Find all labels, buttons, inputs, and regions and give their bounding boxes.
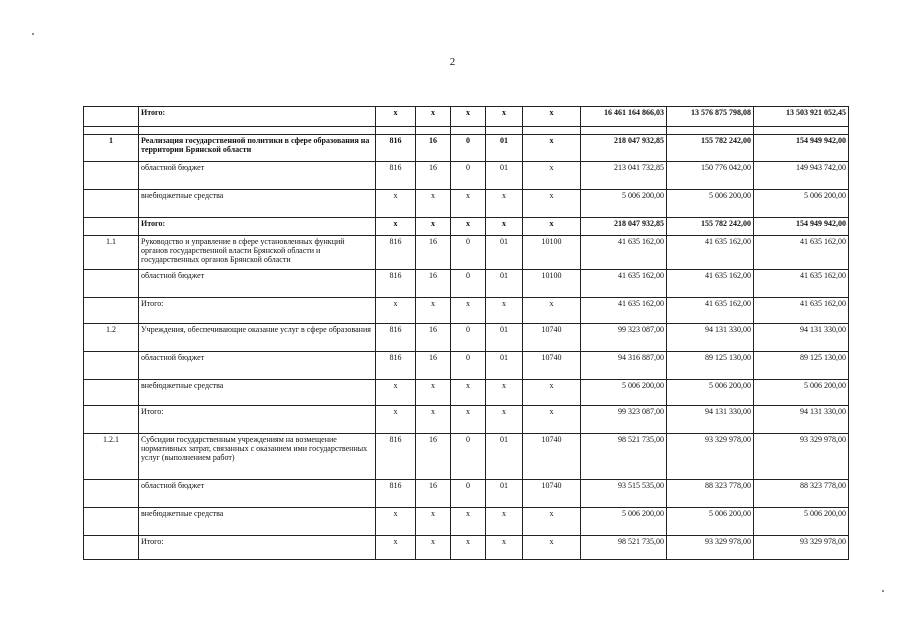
cell-amount-year-3: 154 949 942,00 xyxy=(754,218,849,236)
table-row xyxy=(84,107,849,127)
cell-row-number: 1 xyxy=(84,135,139,162)
cell-item-name: Учреждения, обеспечивающие оказание услуг в сфере образования xyxy=(139,324,376,352)
cell-code-subprogram: 0 xyxy=(451,135,486,162)
cell-amount-year-2: 5 006 200,00 xyxy=(667,190,754,218)
cell-amount-year-1: 5 006 200,00 xyxy=(581,380,667,406)
cell-code-activity: x xyxy=(486,380,523,406)
cell-row-number xyxy=(84,480,139,508)
cell-amount-year-2: 5 006 200,00 xyxy=(667,380,754,406)
cell-code-subprogram: 0 xyxy=(451,270,486,298)
cell-code-activity: 01 xyxy=(486,135,523,162)
cell-row-number xyxy=(84,380,139,406)
cell-code-subprogram: 0 xyxy=(451,324,486,352)
cell-code-gr: 816 xyxy=(376,270,416,298)
cell-code-activity: x xyxy=(486,190,523,218)
cell-code-program: x xyxy=(416,298,451,324)
cell-row-number xyxy=(84,270,139,298)
cell-amount-year-1: 93 515 535,00 xyxy=(581,480,667,508)
cell-item-name: областной бюджет xyxy=(139,352,376,380)
cell-amount-year-1: 5 006 200,00 xyxy=(581,508,667,536)
cell-code-direction: 10740 xyxy=(523,480,581,508)
cell-code-subprogram: x xyxy=(451,298,486,324)
cell-amount-year-3: 41 635 162,00 xyxy=(754,236,849,270)
cell-code-direction: 10740 xyxy=(523,434,581,480)
cell-code-program: x xyxy=(416,380,451,406)
cell-amount-year-2: 5 006 200,00 xyxy=(667,508,754,536)
cell-amount-year-1: 98 521 735,00 xyxy=(581,434,667,480)
cell-code-gr: x xyxy=(376,380,416,406)
cell-row-number xyxy=(84,298,139,324)
cell-code-activity: x xyxy=(486,298,523,324)
cell-code-program xyxy=(416,127,451,135)
cell-code-program: 16 xyxy=(416,135,451,162)
cell-amount-year-2: 41 635 162,00 xyxy=(667,298,754,324)
cell-code-activity: 01 xyxy=(486,324,523,352)
cell-amount-year-1: 99 323 087,00 xyxy=(581,324,667,352)
cell-code-direction: 10740 xyxy=(523,324,581,352)
cell-amount-year-3: 94 131 330,00 xyxy=(754,324,849,352)
cell-code-direction: x xyxy=(523,190,581,218)
cell-code-gr: x xyxy=(376,508,416,536)
cell-amount-year-2: 93 329 978,00 xyxy=(667,434,754,480)
table-row xyxy=(84,190,849,218)
cell-row-number xyxy=(84,536,139,560)
cell-code-gr xyxy=(376,127,416,135)
cell-code-activity: x xyxy=(486,536,523,560)
cell-code-program: 16 xyxy=(416,270,451,298)
cell-code-subprogram: x xyxy=(451,107,486,127)
table-row xyxy=(84,135,849,162)
cell-code-direction: x xyxy=(523,406,581,434)
cell-code-gr: 816 xyxy=(376,236,416,270)
cell-code-subprogram: 0 xyxy=(451,352,486,380)
cell-item-name: Итого: xyxy=(139,406,376,434)
cell-code-gr: x xyxy=(376,218,416,236)
cell-code-subprogram: x xyxy=(451,508,486,536)
cell-code-gr: 816 xyxy=(376,324,416,352)
cell-amount-year-3: 13 503 921 052,45 xyxy=(754,107,849,127)
cell-item-name: внебюджетные средства xyxy=(139,380,376,406)
cell-amount-year-3: 149 943 742,00 xyxy=(754,162,849,190)
cell-amount-year-3: 93 329 978,00 xyxy=(754,434,849,480)
page-number: 2 xyxy=(449,56,456,68)
cell-item-name: Итого: xyxy=(139,536,376,560)
cell-code-program: x xyxy=(416,536,451,560)
cell-code-direction: 10740 xyxy=(523,352,581,380)
cell-amount-year-2: 13 576 875 798,08 xyxy=(667,107,754,127)
cell-code-subprogram: x xyxy=(451,380,486,406)
cell-item-name: внебюджетные средства xyxy=(139,190,376,218)
cell-code-subprogram: 0 xyxy=(451,480,486,508)
cell-amount-year-1 xyxy=(581,127,667,135)
table-row xyxy=(84,218,849,236)
cell-code-direction: x xyxy=(523,298,581,324)
cell-item-name: внебюджетные средства xyxy=(139,508,376,536)
cell-amount-year-2: 88 323 778,00 xyxy=(667,480,754,508)
cell-item-name: Итого: xyxy=(139,298,376,324)
cell-amount-year-1: 41 635 162,00 xyxy=(581,236,667,270)
cell-amount-year-3: 5 006 200,00 xyxy=(754,190,849,218)
cell-amount-year-1: 99 323 087,00 xyxy=(581,406,667,434)
cell-row-number: 1.2 xyxy=(84,324,139,352)
cell-code-direction: 10100 xyxy=(523,270,581,298)
cell-amount-year-1: 94 316 887,00 xyxy=(581,352,667,380)
cell-code-direction: x xyxy=(523,107,581,127)
cell-code-activity: x xyxy=(486,218,523,236)
table-row xyxy=(84,434,849,480)
cell-item-name: Реализация государственной политики в сфере образования на территории Брянской области xyxy=(139,135,376,162)
cell-code-activity: x xyxy=(486,406,523,434)
table-row xyxy=(84,352,849,380)
cell-code-program: 16 xyxy=(416,434,451,480)
cell-code-gr: 816 xyxy=(376,434,416,480)
cell-amount-year-2: 41 635 162,00 xyxy=(667,236,754,270)
cell-item-name: Субсидии государственным учреждениям на возмещение нормативных затрат, связанных с оказанием ими государственных услуг (выполнением работ) xyxy=(139,434,376,480)
cell-code-activity: 01 xyxy=(486,270,523,298)
cell-row-number xyxy=(84,127,139,135)
cell-amount-year-1: 213 041 732,85 xyxy=(581,162,667,190)
cell-row-number: 1.2.1 xyxy=(84,434,139,480)
cell-code-gr: x xyxy=(376,406,416,434)
cell-amount-year-3 xyxy=(754,127,849,135)
cell-amount-year-3: 5 006 200,00 xyxy=(754,508,849,536)
cell-code-program: x xyxy=(416,107,451,127)
cell-code-activity xyxy=(486,127,523,135)
cell-amount-year-3: 41 635 162,00 xyxy=(754,270,849,298)
cell-code-subprogram: x xyxy=(451,406,486,434)
table-row xyxy=(84,536,849,560)
cell-code-subprogram: x xyxy=(451,190,486,218)
scan-speck xyxy=(32,33,34,35)
cell-code-gr: x xyxy=(376,298,416,324)
cell-amount-year-3: 93 329 978,00 xyxy=(754,536,849,560)
cell-amount-year-2: 94 131 330,00 xyxy=(667,324,754,352)
cell-amount-year-2 xyxy=(667,127,754,135)
cell-amount-year-1: 98 521 735,00 xyxy=(581,536,667,560)
cell-amount-year-1: 16 461 164 866,03 xyxy=(581,107,667,127)
table-row xyxy=(84,127,849,135)
cell-amount-year-3: 5 006 200,00 xyxy=(754,380,849,406)
cell-item-name: Руководство и управление в сфере установленных функций органов государственной власти Брянской области и государственных органов Брянской области xyxy=(139,236,376,270)
cell-row-number xyxy=(84,218,139,236)
cell-amount-year-3: 94 131 330,00 xyxy=(754,406,849,434)
cell-code-subprogram: x xyxy=(451,536,486,560)
cell-code-program: x xyxy=(416,406,451,434)
table-body xyxy=(84,107,849,560)
cell-code-subprogram: 0 xyxy=(451,162,486,190)
cell-code-activity: x xyxy=(486,107,523,127)
cell-amount-year-2: 93 329 978,00 xyxy=(667,536,754,560)
cell-code-subprogram: 0 xyxy=(451,434,486,480)
cell-code-direction xyxy=(523,127,581,135)
cell-amount-year-1: 218 047 932,85 xyxy=(581,135,667,162)
cell-code-direction: x xyxy=(523,162,581,190)
cell-code-program: x xyxy=(416,218,451,236)
cell-code-subprogram: 0 xyxy=(451,236,486,270)
cell-code-gr: 816 xyxy=(376,480,416,508)
cell-item-name: Итого: xyxy=(139,107,376,127)
cell-item-name: областной бюджет xyxy=(139,480,376,508)
cell-amount-year-3: 88 323 778,00 xyxy=(754,480,849,508)
cell-code-activity: x xyxy=(486,508,523,536)
cell-code-direction: x xyxy=(523,380,581,406)
cell-amount-year-1: 41 635 162,00 xyxy=(581,298,667,324)
cell-code-activity: 01 xyxy=(486,162,523,190)
cell-code-gr: 816 xyxy=(376,162,416,190)
cell-code-direction: x xyxy=(523,536,581,560)
cell-code-subprogram: x xyxy=(451,218,486,236)
cell-amount-year-3: 154 949 942,00 xyxy=(754,135,849,162)
cell-code-program: x xyxy=(416,508,451,536)
cell-amount-year-1: 218 047 932,85 xyxy=(581,218,667,236)
cell-item-name: областной бюджет xyxy=(139,270,376,298)
cell-item-name: областной бюджет xyxy=(139,162,376,190)
table-row xyxy=(84,270,849,298)
cell-code-program: 16 xyxy=(416,236,451,270)
cell-item-name: Итого: xyxy=(139,218,376,236)
cell-code-program: 16 xyxy=(416,162,451,190)
cell-code-program: 16 xyxy=(416,352,451,380)
cell-code-gr: 816 xyxy=(376,352,416,380)
table-row xyxy=(84,406,849,434)
cell-code-gr: x xyxy=(376,536,416,560)
cell-item-name xyxy=(139,127,376,135)
cell-code-subprogram xyxy=(451,127,486,135)
cell-code-gr: x xyxy=(376,107,416,127)
cell-row-number xyxy=(84,508,139,536)
cell-code-activity: 01 xyxy=(486,236,523,270)
cell-row-number xyxy=(84,352,139,380)
cell-amount-year-2: 155 782 242,00 xyxy=(667,218,754,236)
cell-code-direction: 10100 xyxy=(523,236,581,270)
cell-row-number xyxy=(84,190,139,218)
cell-amount-year-2: 155 782 242,00 xyxy=(667,135,754,162)
cell-amount-year-2: 94 131 330,00 xyxy=(667,406,754,434)
table-row xyxy=(84,480,849,508)
cell-code-activity: 01 xyxy=(486,480,523,508)
cell-amount-year-3: 41 635 162,00 xyxy=(754,298,849,324)
cell-code-activity: 01 xyxy=(486,434,523,480)
cell-row-number xyxy=(84,406,139,434)
cell-code-program: 16 xyxy=(416,480,451,508)
table-row xyxy=(84,508,849,536)
cell-amount-year-2: 41 635 162,00 xyxy=(667,270,754,298)
cell-code-gr: x xyxy=(376,190,416,218)
cell-amount-year-2: 150 776 042,00 xyxy=(667,162,754,190)
budget-table xyxy=(83,106,849,560)
cell-code-gr: 816 xyxy=(376,135,416,162)
table-row xyxy=(84,236,849,270)
scan-speck xyxy=(882,590,884,592)
cell-row-number xyxy=(84,162,139,190)
table-row xyxy=(84,298,849,324)
cell-code-activity: 01 xyxy=(486,352,523,380)
cell-amount-year-2: 89 125 130,00 xyxy=(667,352,754,380)
cell-amount-year-1: 5 006 200,00 xyxy=(581,190,667,218)
cell-row-number: 1.1 xyxy=(84,236,139,270)
cell-code-program: 16 xyxy=(416,324,451,352)
table-row xyxy=(84,162,849,190)
cell-amount-year-3: 89 125 130,00 xyxy=(754,352,849,380)
table-row xyxy=(84,380,849,406)
table-row xyxy=(84,324,849,352)
cell-row-number xyxy=(84,107,139,127)
cell-code-direction: x xyxy=(523,218,581,236)
cell-code-direction: x xyxy=(523,508,581,536)
cell-code-direction: x xyxy=(523,135,581,162)
cell-amount-year-1: 41 635 162,00 xyxy=(581,270,667,298)
cell-code-program: x xyxy=(416,190,451,218)
